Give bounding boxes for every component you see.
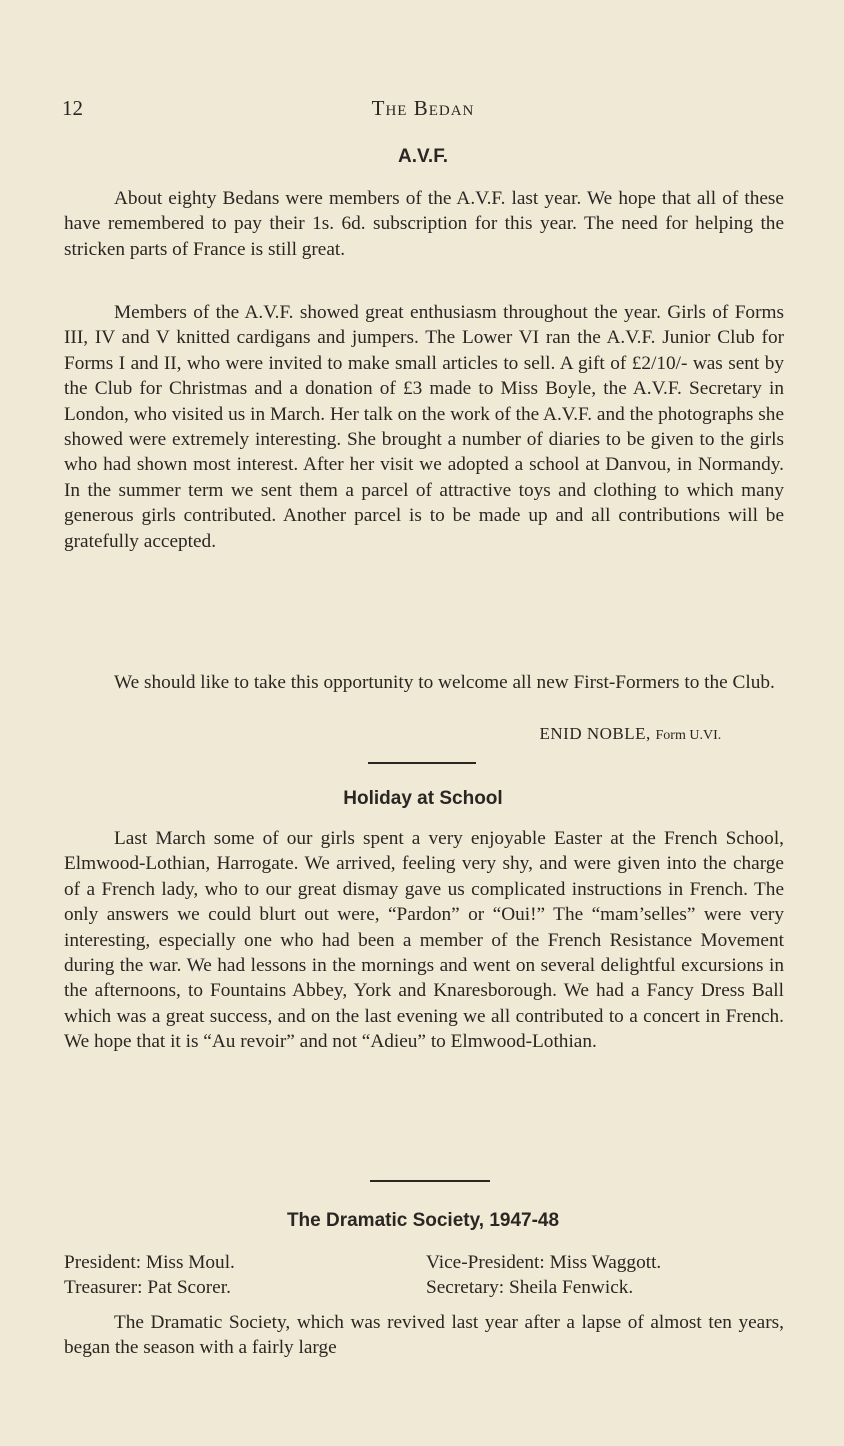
officer-row: [64, 1275, 784, 1300]
signature-form: Form U.VI.: [655, 728, 722, 743]
officer-secretary: Secretary: Sheila Fenwick.: [426, 1277, 634, 1299]
page-number: 12: [62, 96, 83, 120]
officer-president: President: Miss Moul.: [64, 1252, 235, 1273]
dramatic-paragraph: The Dramatic Society, which was revived last year after a lapse of almost ten years, began the season with a fairly large: [64, 1312, 784, 1359]
avf-heading: A.V.F.: [398, 146, 448, 167]
dramatic-heading: The Dramatic Society, 1947-48: [286, 1210, 560, 1231]
officers-list: [64, 1250, 784, 1301]
section-divider-2: [370, 1180, 490, 1182]
avf-paragraph-1: About eighty Bedans were members of the A.V.F. last year. We hope that all of these have remembered to pay their 1s. 6d. subscription for this year. The need for helping the stricken parts of France is still great.: [64, 188, 784, 260]
avf-paragraph-3: We should like to take this opportunity to welcome all new First-Formers to the Club.: [114, 672, 775, 693]
holiday-heading: Holiday at School: [343, 788, 503, 809]
signature-name: ENID NOBLE,: [539, 724, 651, 743]
holiday-paragraph: Last March some of our girls spent a very enjoyable Easter at the French School, Elmwood-Lothian, Harrogate. We arrived, feeling very shy, and were given into the charge of a French lady, who to our great dismay gave us complicated instructions in French. The only answers we could blurt out were, “Pardon” or “Oui!” The “mam’selles” were very interesting, especially one who had been a member of the French Resistance Movement during the war. We had lessons in the mornings and went on several delightful excursions in the afternoons, to Fountains Abbey, York and Knaresborough. We had a Fancy Dress Ball which was a great success, and on the last evening we all contributed to a concert in French. We hope that it is “Au revoir” and not “Adieu” to Elmwood-Lothian.: [64, 828, 784, 1053]
section-divider-1: [368, 762, 476, 764]
officer-treasurer: Treasurer: Pat Scorer.: [64, 1277, 231, 1299]
journal-title: The Bedan: [371, 96, 475, 120]
running-head: [62, 96, 784, 126]
avf-paragraph-2: Members of the A.V.F. showed great enthusiasm throughout the year. Girls of Forms III, IV and V knitted cardigans and jumpers. The Lower VI ran the A.V.F. Junior Club for Forms I and II, who were invited to make small articles to sell. A gift of £2/10/- was sent by the Club for Christmas and a donation of £3 made to Miss Boyle, the A.V.F. Secretary in London, who visited us in March. Her talk on the work of the A.V.F. and the photographs she showed were extremely interesting. She brought a number of diaries to be given to the girls who had shown most interest. After her visit we adopted a school at Danvou, in Normandy. In the summer term we sent them a parcel of attractive toys and clothing to which many generous girls contributed. Another parcel is to be made up and all contributions will be gratefully accepted.: [64, 302, 784, 552]
officer-vice-president: Vice-President: Miss Waggott.: [426, 1252, 662, 1273]
avf-signature: [64, 724, 784, 744]
officer-row: [64, 1250, 784, 1275]
